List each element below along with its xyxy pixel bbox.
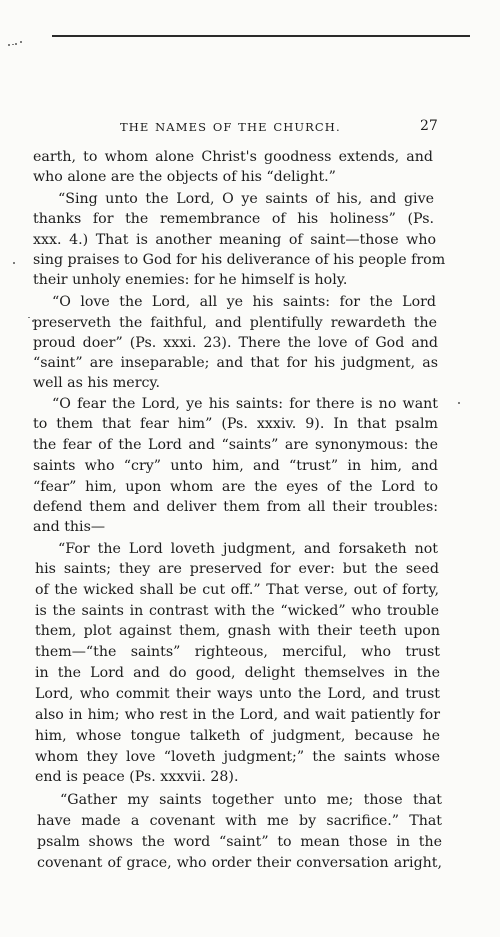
text-line: the fear of the Lord and “saints” are synonymous: the <box>33 437 438 453</box>
text-line: “O love the Lord, all ye his saints: for the Lord <box>52 294 436 310</box>
text-line: saints who “cry” unto him, and “trust” in him, and <box>33 458 438 474</box>
text-line: to them that fear him” (Ps. xxxiv. 9). In that psalm <box>33 416 438 432</box>
running-title: THE NAMES OF THE CHURCH. <box>120 120 341 134</box>
text-line: whom they love “loveth judgment;” the saints whose <box>35 749 440 765</box>
text-line: of the wicked shall be cut off.” That verse, out of forty, <box>35 582 439 598</box>
text-line: “Sing unto the Lord, O ye saints of his, and give <box>58 191 434 207</box>
text-line: thanks for the remembrance of his holiness” (Ps. <box>33 211 434 227</box>
text-line: well as his mercy. <box>33 375 161 391</box>
text-line: “saint” are inseparable; and that for his judgment, as <box>33 355 438 371</box>
text-line: Lord, who commit their ways unto the Lord, and trust <box>35 686 440 702</box>
text-line: have made a covenant with me by sacrifice.” That <box>37 813 442 829</box>
text-line: his saints; they are preserved for ever: but the seed <box>35 561 439 577</box>
text-line: “O fear the Lord, ye his saints: for there is no want <box>52 396 438 412</box>
text-line: “fear” him, upon whom are the eyes of the Lord to <box>33 479 438 495</box>
text-line: who alone are the objects of his “delight.” <box>33 169 336 185</box>
text-line: covenant of grace, who order their conversation aright, <box>37 855 442 871</box>
text-line: defend them and deliver them from all their troubles: <box>33 499 438 515</box>
text-line: preserveth the faithful, and plentifully rewardeth the <box>33 315 437 331</box>
text-line: and this— <box>33 519 106 535</box>
text-line: them, plot against them, gnash with their teeth upon <box>35 623 440 639</box>
text-line: psalm shows the word “saint” to mean those in the <box>37 834 442 850</box>
text-line: sing praises to God for his deliverance of his people from <box>33 252 446 268</box>
text-line: also in him; who rest in the Lord, and wait patiently for <box>35 707 440 723</box>
text-line: him, whose tongue talketh of judgment, because he <box>35 728 440 744</box>
text-line: end is peace (Ps. xxxvii. 28). <box>35 769 239 785</box>
text-line: their unholy enemies: for he himself is holy. <box>33 272 348 288</box>
text-line: xxx. 4.) That is another meaning of saint—those who <box>33 232 436 248</box>
text-line: earth, to whom alone Christ's goodness extends, and <box>33 149 433 165</box>
text-line: “For the Lord loveth judgment, and forsaketh not <box>58 541 438 557</box>
text-line: proud doer” (Ps. xxxi. 23). There the love of God and <box>33 335 438 351</box>
text-line: them—“the saints” righteous, merciful, who trust <box>35 644 440 660</box>
text-line: is the saints in contrast with the “wicked” who trouble <box>35 603 439 619</box>
page-number: 27 <box>420 118 438 134</box>
text-line: “Gather my saints together unto me; those that <box>60 792 442 808</box>
text-line: in the Lord and do good, delight themselves in the <box>35 665 440 681</box>
